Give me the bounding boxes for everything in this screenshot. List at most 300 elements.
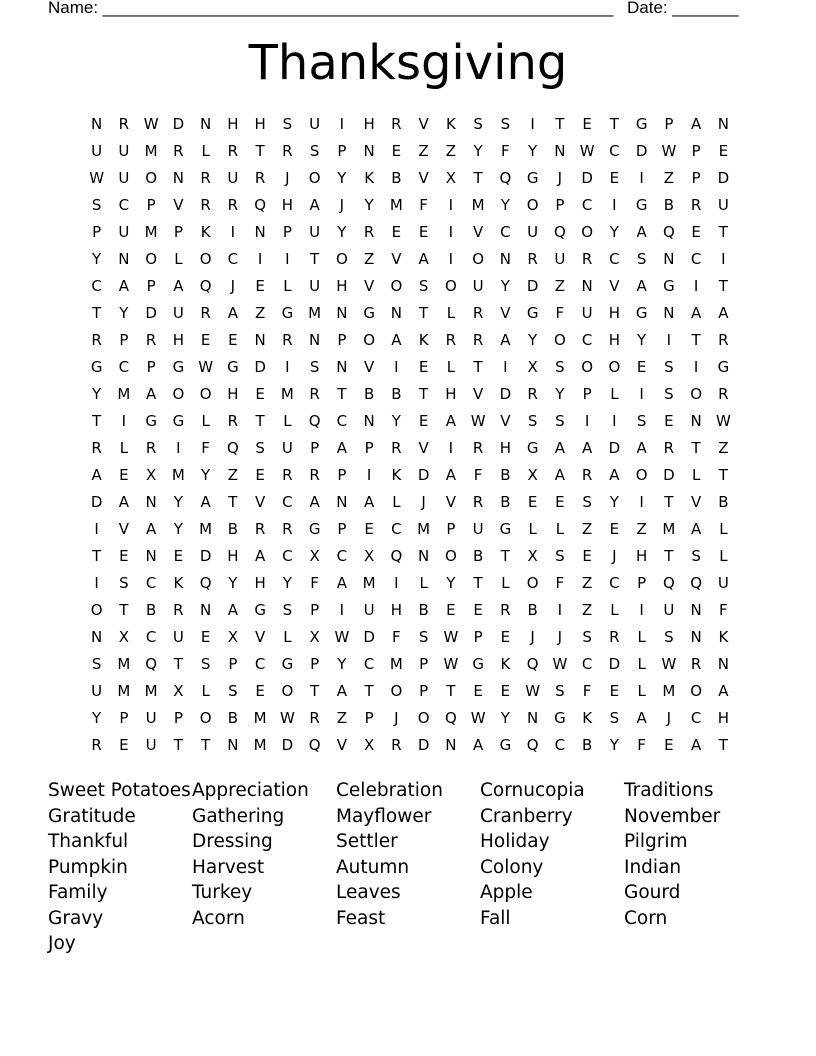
grid-letter: O: [553, 331, 566, 349]
grid-letter: A: [718, 304, 729, 322]
grid-letter: J: [557, 628, 563, 646]
grid-letter: M: [662, 682, 676, 700]
grid-letter: M: [471, 196, 485, 214]
grid-letter: Y: [228, 574, 238, 592]
grid-letter: M: [117, 682, 131, 700]
grid-letter: T: [201, 736, 211, 754]
grid-letter: G: [281, 304, 294, 322]
grid-letter: G: [90, 358, 103, 376]
grid-letter: N: [336, 358, 348, 376]
grid-letter: R: [309, 385, 320, 403]
grid-letter: A: [336, 682, 347, 700]
grid-letter: N: [499, 250, 511, 268]
grid-letter: R: [527, 385, 538, 403]
grid-letter: H: [227, 547, 239, 565]
grid-letter: K: [200, 223, 211, 241]
grid-letter: N: [336, 493, 348, 511]
grid-letter: O: [690, 682, 703, 700]
grid-letter: V: [254, 628, 266, 646]
grid-letter: I: [448, 223, 454, 241]
grid-letter: A: [91, 466, 102, 484]
grid-letter: L: [637, 655, 646, 673]
grid-letter: J: [612, 547, 617, 565]
grid-letter: O: [390, 277, 403, 295]
grid-letter: E: [119, 547, 129, 565]
word-list-item: Acorn: [192, 907, 245, 929]
grid-letter: T: [609, 115, 619, 133]
grid-letter: R: [282, 331, 293, 349]
grid-letter: P: [119, 331, 129, 349]
grid-letter: F: [582, 682, 592, 700]
grid-letter: S: [582, 493, 592, 511]
grid-letter: R: [91, 331, 102, 349]
grid-letter: J: [394, 709, 399, 727]
grid-letter: I: [530, 115, 535, 133]
grid-row: [83, 732, 737, 759]
grid-letter: T: [310, 250, 320, 268]
grid-row: [83, 516, 737, 543]
grid-letter: Q: [553, 223, 566, 241]
grid-letter: I: [339, 115, 345, 133]
grid-letter: F: [419, 196, 428, 214]
grid-letter: I: [94, 520, 99, 538]
grid-letter: I: [448, 439, 454, 457]
word-list-item: Joy: [48, 933, 76, 954]
grid-letter: G: [635, 196, 648, 214]
grid-letter: S: [473, 115, 483, 133]
grid-letter: C: [118, 196, 130, 214]
grid-letter: O: [363, 331, 376, 349]
grid-letter: T: [473, 358, 483, 376]
grid-letter: F: [201, 439, 210, 457]
grid-letter: D: [608, 655, 621, 673]
grid-letter: D: [608, 439, 621, 457]
grid-letter: T: [446, 682, 456, 700]
grid-row: [83, 138, 737, 165]
grid-letter: B: [227, 709, 239, 727]
grid-letter: T: [691, 331, 701, 349]
grid-letter: L: [419, 574, 428, 592]
grid-letter: O: [608, 358, 621, 376]
grid-letter: C: [145, 574, 157, 592]
grid-letter: U: [472, 277, 484, 295]
grid-letter: V: [500, 304, 511, 322]
grid-letter: A: [309, 196, 320, 214]
grid-letter: R: [391, 736, 402, 754]
grid-letter: E: [418, 412, 429, 430]
grid-letter: G: [145, 412, 157, 430]
grid-letter: N: [690, 412, 702, 430]
grid-letter: T: [173, 655, 183, 673]
grid-letter: C: [609, 250, 620, 268]
grid-letter: A: [173, 277, 184, 295]
grid-letter: P: [228, 655, 238, 673]
grid-letter: R: [145, 439, 157, 457]
grid-letter: A: [309, 493, 320, 511]
grid-letter: T: [255, 142, 265, 160]
grid-letter: B: [391, 385, 402, 403]
grid-letter: U: [717, 574, 729, 592]
grid-letter: T: [691, 439, 701, 457]
grid-letter: R: [118, 115, 130, 133]
grid-letter: T: [92, 304, 102, 322]
grid-letter: T: [718, 466, 728, 484]
grid-letter: N: [145, 547, 157, 565]
grid-letter: U: [309, 115, 321, 133]
grid-letter: Y: [282, 574, 292, 592]
grid-letter: G: [717, 358, 730, 376]
grid-letter: T: [664, 547, 674, 565]
grid-letter: A: [554, 466, 565, 484]
grid-letter: A: [636, 277, 647, 295]
grid-letter: P: [92, 223, 102, 241]
grid-letter: O: [581, 223, 594, 241]
grid-letter: G: [472, 655, 484, 673]
grid-letter: A: [500, 331, 511, 349]
grid-letter: Y: [119, 304, 129, 322]
grid-letter: C: [336, 412, 348, 430]
grid-letter: F: [473, 466, 483, 484]
grid-letter: I: [339, 601, 345, 619]
grid-letter: K: [173, 574, 184, 592]
grid-letter: T: [419, 304, 429, 322]
grid-letter: I: [639, 169, 644, 187]
word-list-item: Gratitude: [48, 805, 136, 827]
grid-letter: B: [418, 601, 429, 619]
grid-letter: U: [281, 439, 293, 457]
grid-letter: N: [145, 493, 157, 511]
grid-letter: C: [581, 655, 593, 673]
grid-letter: V: [609, 277, 620, 295]
grid-letter: G: [635, 304, 648, 322]
grid-letter: P: [173, 223, 183, 241]
grid-letter: E: [664, 736, 674, 754]
grid-letter: E: [582, 115, 592, 133]
grid-letter: A: [690, 304, 702, 322]
grid-letter: O: [199, 385, 212, 403]
grid-letter: I: [557, 601, 563, 619]
grid-letter: X: [309, 547, 320, 565]
grid-letter: Q: [308, 412, 321, 430]
grid-letter: I: [584, 412, 590, 430]
grid-letter: D: [363, 628, 375, 646]
grid-letter: C: [554, 736, 566, 754]
grid-letter: Z: [581, 520, 593, 538]
grid-row: [83, 246, 737, 273]
grid-letter: O: [526, 196, 539, 214]
grid-letter: X: [363, 547, 375, 565]
grid-letter: P: [119, 709, 129, 727]
grid-letter: P: [310, 439, 320, 457]
grid-letter: S: [119, 574, 129, 592]
grid-letter: M: [389, 655, 403, 673]
grid-letter: P: [582, 385, 592, 403]
grid-letter: R: [472, 439, 484, 457]
grid-letter: Q: [499, 169, 512, 187]
grid-letter: E: [446, 601, 456, 619]
grid-letter: P: [446, 520, 456, 538]
grid-letter: W: [279, 709, 295, 727]
grid-letter: Y: [528, 331, 538, 349]
grid-letter: Q: [526, 736, 539, 754]
grid-letter: P: [282, 223, 292, 241]
word-list-item: Leaves: [336, 882, 401, 903]
grid-letter: M: [253, 709, 267, 727]
grid-letter: E: [691, 223, 701, 241]
grid-row: [83, 111, 737, 138]
grid-letter: R: [472, 304, 484, 322]
grid-letter: Q: [199, 277, 212, 295]
grid-letter: R: [690, 196, 702, 214]
word-list-item: Gathering: [192, 805, 285, 827]
grid-letter: Y: [555, 385, 565, 403]
grid-letter: I: [639, 493, 644, 511]
grid-letter: R: [173, 142, 184, 160]
word-list-item: Pumpkin: [48, 856, 128, 878]
grid-letter: M: [117, 385, 131, 403]
grid-letter: Y: [500, 196, 510, 214]
grid-letter: P: [419, 655, 429, 673]
grid-letter: S: [555, 358, 565, 376]
grid-letter: Z: [254, 304, 266, 322]
grid-letter: A: [690, 736, 702, 754]
grid-letter: N: [717, 655, 729, 673]
grid-letter: G: [172, 412, 185, 430]
grid-letter: W: [89, 169, 105, 187]
grid-letter: O: [172, 385, 185, 403]
grid-letter: A: [445, 412, 456, 430]
grid-letter: A: [636, 439, 647, 457]
grid-letter: R: [227, 196, 239, 214]
grid-letter: Y: [173, 520, 183, 538]
grid-letter: A: [609, 466, 620, 484]
grid-letter: G: [254, 601, 266, 619]
grid-row: [83, 678, 737, 705]
grid-letter: E: [119, 736, 129, 754]
grid-letter: N: [445, 736, 457, 754]
grid-letter: Z: [363, 250, 375, 268]
grid-letter: G: [499, 520, 512, 538]
grid-letter: P: [664, 115, 674, 133]
grid-letter: R: [227, 142, 239, 160]
grid-letter: O: [390, 682, 403, 700]
grid-letter: D: [526, 277, 539, 295]
grid-letter: N: [418, 547, 430, 565]
word-list-item: Fall: [480, 907, 511, 929]
grid-letter: B: [581, 736, 593, 754]
grid-letter: G: [554, 709, 566, 727]
grid-letter: R: [581, 250, 593, 268]
grid-letter: U: [118, 169, 130, 187]
grid-letter: A: [718, 682, 729, 700]
grid-letter: A: [254, 547, 266, 565]
grid-letter: U: [527, 223, 539, 241]
grid-letter: U: [91, 682, 103, 700]
grid-letter: S: [282, 115, 293, 133]
grid-letter: D: [90, 493, 103, 511]
grid-letter: B: [472, 547, 484, 565]
grid-letter: O: [417, 709, 430, 727]
grid-letter: X: [145, 466, 157, 484]
grid-letter: D: [581, 169, 593, 187]
grid-row: [83, 165, 737, 192]
grid-letter: C: [391, 520, 402, 538]
grid-letter: Y: [609, 736, 619, 754]
grid-letter: C: [690, 709, 702, 727]
grid-letter: R: [718, 331, 729, 349]
word-list-item: Cranberry: [480, 805, 573, 827]
grid-letter: Z: [581, 574, 593, 592]
grid-letter: S: [609, 709, 620, 727]
grid-letter: S: [91, 196, 102, 214]
grid-letter: E: [582, 547, 592, 565]
grid-letter: P: [364, 439, 374, 457]
grid-letter: E: [255, 466, 265, 484]
grid-letter: Y: [500, 709, 510, 727]
grid-letter: I: [448, 250, 454, 268]
grid-letter: E: [609, 682, 620, 700]
grid-letter: Q: [526, 655, 539, 673]
grid-letter: R: [309, 709, 320, 727]
grid-letter: P: [337, 466, 347, 484]
grid-letter: D: [254, 358, 266, 376]
grid-letter: Y: [92, 709, 102, 727]
grid-letter: Y: [337, 655, 347, 673]
grid-letter: L: [392, 493, 401, 511]
grid-letter: L: [610, 601, 619, 619]
grid-letter: T: [718, 277, 728, 295]
grid-letter: I: [366, 466, 372, 484]
grid-letter: X: [363, 736, 375, 754]
grid-letter: Q: [444, 709, 457, 727]
grid-letter: G: [526, 169, 539, 187]
grid-row: [83, 624, 737, 651]
grid-letter: U: [145, 709, 157, 727]
grid-letter: D: [281, 736, 294, 754]
date-field: Date: _______: [627, 0, 739, 17]
grid-letter: M: [662, 520, 676, 538]
grid-letter: M: [280, 385, 294, 403]
grid-letter: A: [554, 439, 565, 457]
grid-letter: Z: [418, 142, 429, 160]
word-list-item: Holiday: [480, 831, 550, 852]
grid-letter: F: [501, 142, 510, 160]
word-list-item: Autumn: [336, 856, 410, 878]
grid-letter: N: [336, 304, 348, 322]
grid-letter: A: [145, 520, 157, 538]
grid-letter: G: [526, 439, 539, 457]
grid-row: [83, 543, 737, 570]
grid-letter: A: [472, 736, 484, 754]
grid-letter: G: [526, 304, 539, 322]
grid-letter: S: [664, 358, 674, 376]
grid-letter: E: [391, 142, 402, 160]
grid-letter: L: [283, 277, 292, 295]
grid-letter: I: [121, 412, 127, 430]
grid-letter: R: [500, 601, 511, 619]
grid-letter: P: [146, 277, 156, 295]
word-list-item: Turkey: [192, 882, 253, 903]
grid-letter: O: [526, 574, 539, 592]
grid-letter: Z: [554, 277, 566, 295]
grid-letter: R: [581, 466, 593, 484]
grid-letter: R: [227, 412, 239, 430]
grid-letter: O: [690, 385, 703, 403]
grid-letter: R: [282, 520, 293, 538]
grid-letter: R: [472, 493, 484, 511]
grid-letter: E: [555, 493, 565, 511]
grid-letter: A: [227, 601, 238, 619]
word-list-item: Colony: [480, 856, 544, 878]
grid-letter: P: [637, 574, 647, 592]
grid-letter: M: [144, 142, 158, 160]
grid-letter: E: [255, 385, 265, 403]
grid-letter: Z: [718, 439, 729, 457]
grid-letter: F: [392, 628, 401, 646]
grid-letter: K: [418, 331, 429, 349]
grid-row: [83, 300, 737, 327]
grid-letter: Y: [609, 493, 619, 511]
grid-letter: E: [609, 169, 620, 187]
grid-letter: E: [200, 331, 211, 349]
grid-letter: I: [394, 358, 399, 376]
grid-row: [83, 327, 737, 354]
grid-letter: Y: [364, 196, 374, 214]
grid-letter: L: [201, 412, 210, 430]
grid-row: [83, 273, 737, 300]
grid-letter: K: [445, 115, 456, 133]
grid-letter: N: [663, 250, 675, 268]
grid-letter: R: [200, 196, 211, 214]
grid-letter: B: [718, 493, 729, 511]
grid-letter: G: [227, 358, 239, 376]
grid-letter: J: [339, 196, 345, 214]
grid-letter: R: [282, 142, 293, 160]
grid-row: [83, 408, 737, 435]
grid-letter: L: [283, 412, 292, 430]
grid-letter: T: [473, 169, 483, 187]
grid-letter: E: [473, 601, 483, 619]
grid-letter: R: [309, 466, 320, 484]
grid-letter: M: [308, 304, 322, 322]
grid-letter: S: [255, 439, 265, 457]
grid-letter: P: [555, 196, 565, 214]
grid-row: [83, 705, 737, 732]
grid-letter: W: [579, 142, 595, 160]
grid-row: [83, 192, 737, 219]
grid-letter: Y: [92, 385, 102, 403]
grid-letter: W: [715, 412, 731, 430]
grid-letter: N: [200, 115, 212, 133]
grid-letter: C: [118, 358, 130, 376]
grid-letter: R: [91, 736, 102, 754]
grid-letter: M: [389, 196, 403, 214]
grid-letter: L: [719, 547, 728, 565]
grid-letter: E: [173, 547, 184, 565]
grid-letter: I: [693, 277, 699, 295]
letter-grid: [83, 111, 737, 759]
grid-letter: X: [445, 169, 457, 187]
grid-letter: D: [172, 115, 185, 133]
grid-letter: A: [636, 709, 647, 727]
grid-letter: R: [173, 601, 184, 619]
grid-letter: C: [500, 223, 511, 241]
grid-letter: V: [173, 196, 184, 214]
grid-letter: G: [635, 115, 648, 133]
grid-letter: V: [254, 493, 266, 511]
grid-letter: H: [390, 601, 403, 619]
grid-row: [83, 489, 737, 516]
